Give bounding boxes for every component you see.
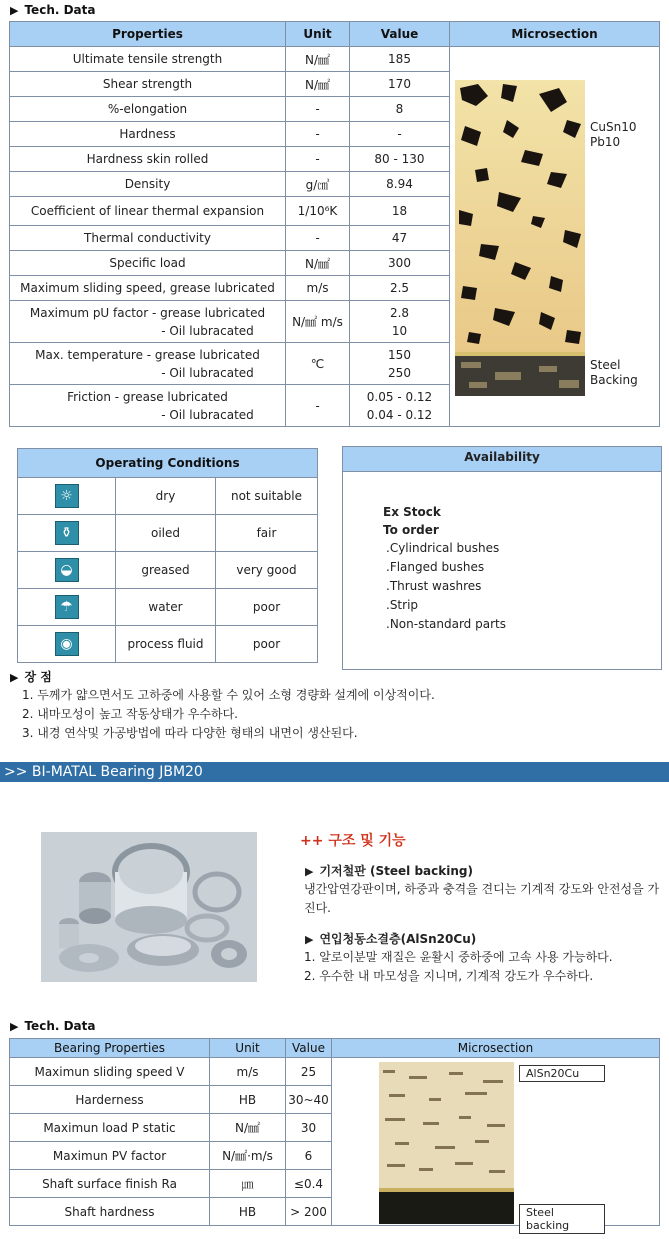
value-cell: 30~40 — [286, 1086, 332, 1114]
value-cell: > 200 — [286, 1198, 332, 1226]
header-value: Value — [286, 1039, 332, 1058]
condition-row — [18, 589, 318, 626]
value-cell: 25 — [286, 1058, 332, 1086]
property-text: %-elongation — [107, 102, 188, 116]
property-text: Thermal conductivity — [84, 231, 211, 245]
tech-data-heading-2: ▶ Tech. Data — [10, 1019, 96, 1033]
value-cell — [350, 197, 450, 226]
condition-row — [18, 515, 318, 552]
availability-title: Availability — [343, 447, 661, 472]
unit-cell: N/㎟ — [286, 251, 350, 276]
structure-title: ++ 구조 및 기능 — [300, 833, 406, 849]
value-cell — [350, 226, 450, 251]
property-cell — [10, 226, 286, 251]
header-properties: Properties — [10, 22, 286, 47]
microsection-label-bottom: Steel Backing — [590, 358, 638, 387]
property-text: Hardness — [119, 127, 176, 141]
value-text: 250 — [388, 365, 411, 380]
header-unit: Unit — [210, 1039, 286, 1058]
condition-name: greased — [116, 552, 216, 589]
value-cell — [350, 276, 450, 301]
unit-cell: 1/10⁶K — [286, 197, 350, 226]
property-cell — [10, 147, 286, 172]
property-text: Density — [124, 177, 171, 191]
grease-pot-icon: ◒ — [55, 558, 79, 582]
unit-cell: N/㎟ — [286, 47, 350, 72]
value-text: 2.5 — [389, 281, 410, 295]
value-text: 0.04 - 0.12 — [366, 407, 433, 422]
condition-rating: very good — [216, 552, 318, 589]
value-text: 150 — [388, 347, 411, 362]
microsection-label-top: CuSn10 Pb10 — [590, 120, 637, 149]
property-text: - Oil lubracated — [161, 365, 254, 380]
unit-cell: HB — [210, 1198, 286, 1226]
structure-list2 — [304, 948, 613, 986]
value-text: 8.94 — [386, 177, 413, 191]
value-text: 2.8 — [389, 305, 410, 320]
property-text: Maximum sliding speed, grease lubricated — [20, 281, 275, 295]
property-cell — [10, 172, 286, 197]
availability-box — [342, 446, 662, 670]
value-text: 0.05 - 0.12 — [366, 389, 433, 404]
condition-rating: not suitable — [216, 478, 318, 515]
unit-cell: - — [286, 226, 350, 251]
header-microsection: Microsection — [332, 1039, 660, 1058]
property-cell: Maximun PV factor — [10, 1142, 210, 1170]
value-cell — [350, 122, 450, 147]
property-text: Friction - grease lubricated — [67, 389, 228, 404]
value-text: 80 - 130 — [374, 152, 425, 166]
tech-data-heading: ▶ Tech. Data — [10, 3, 96, 17]
unit-cell: N/㎟ — [210, 1114, 286, 1142]
unit-cell: HB — [210, 1086, 286, 1114]
fluid-drop-icon: ◉ — [55, 632, 79, 656]
availability-ex-stock: Ex Stock — [383, 505, 441, 519]
availability-to-order: To order — [383, 523, 439, 537]
property-text: Ultimate tensile strength — [72, 52, 223, 66]
property-cell — [10, 47, 286, 72]
value-text: 185 — [388, 52, 411, 66]
unit-cell: N/㎟ m/s — [286, 301, 350, 343]
advantages-heading: ▶ 장 점 — [10, 670, 52, 684]
product-banner: >> BI-MATAL Bearing JBM20 — [0, 762, 669, 782]
value-text: 8 — [395, 102, 404, 116]
property-text: Shear strength — [102, 77, 193, 91]
advantage-item: 1. 두께가 얇으면서도 고하중에 사용할 수 있어 소형 경량화 설계에 이상적이다. — [22, 688, 435, 702]
property-text: - Oil lubracated — [161, 323, 254, 338]
availability-item: .Thrust washres — [386, 579, 482, 593]
availability-item: .Flanged bushes — [386, 560, 485, 574]
condition-row — [18, 478, 318, 515]
table-row — [10, 47, 660, 72]
value-cell — [350, 147, 450, 172]
value-cell — [350, 251, 450, 276]
advantage-item: 3. 내경 연삭및 가공방법에 따라 다양한 형태의 내면이 생산된다. — [22, 726, 358, 740]
advantages-list — [22, 686, 435, 743]
triangle-bullet-icon: ▶ — [305, 933, 314, 946]
header-unit: Unit — [286, 22, 350, 47]
property-cell — [10, 251, 286, 276]
property-cell: Maximun load P static — [10, 1114, 210, 1142]
structure-text1: 냉간압연강판이며, 하중과 충격을 견디는 기계적 강도와 안전성을 가진다. — [304, 882, 660, 915]
condition-rating: fair — [216, 515, 318, 552]
unit-cell: N/㎟·m/s — [210, 1142, 286, 1170]
microsection-label-top-2: AlSn20Cu — [519, 1065, 605, 1082]
advantage-item: 2. 내마모성이 높고 작동상태가 우수하다. — [22, 707, 238, 721]
condition-icon-cell — [18, 552, 116, 589]
unit-cell: g/㎤ — [286, 172, 350, 197]
property-text: Coefficient of linear thermal expansion — [30, 204, 265, 218]
unit-cell: m/s — [210, 1058, 286, 1086]
triangle-bullet-icon: ▶ — [10, 4, 19, 17]
unit-cell: - — [286, 147, 350, 172]
structure-sub1: ▶ 기저철판 (Steel backing) — [305, 864, 473, 878]
header-bearing-properties: Bearing Properties — [10, 1039, 210, 1058]
property-cell — [10, 343, 286, 385]
watering-can-icon: ☂ — [55, 595, 79, 619]
triangle-bullet-icon: ▶ — [10, 671, 19, 684]
header-value: Value — [350, 22, 450, 47]
unit-cell: - — [286, 97, 350, 122]
property-text: Hardness skin rolled — [86, 152, 209, 166]
property-cell — [10, 197, 286, 226]
property-cell — [10, 385, 286, 427]
property-cell — [10, 122, 286, 147]
availability-item: .Cylindrical bushes — [386, 541, 500, 555]
microsection-cusn10-image — [455, 80, 585, 396]
condition-icon-cell — [18, 478, 116, 515]
oil-can-icon: ⚱ — [55, 521, 79, 545]
condition-icon-cell — [18, 589, 116, 626]
availability-item: .Strip — [386, 598, 419, 612]
value-text: 10 — [391, 323, 408, 338]
value-text: 170 — [388, 77, 411, 91]
value-cell — [350, 343, 450, 385]
operating-conditions-table — [17, 448, 318, 663]
property-cell — [10, 301, 286, 343]
value-cell — [350, 385, 450, 427]
value-text: - — [397, 127, 402, 141]
condition-name: process fluid — [116, 626, 216, 663]
operating-conditions-title: Operating Conditions — [18, 449, 318, 478]
property-text: - Oil lubracated — [161, 407, 254, 422]
value-cell — [350, 97, 450, 122]
triangle-bullet-icon: ▶ — [305, 865, 314, 878]
unit-cell: m/s — [286, 276, 350, 301]
value-text: 47 — [391, 231, 408, 245]
value-cell — [350, 47, 450, 72]
microsection-label-bottom-2: Steel backing — [519, 1204, 605, 1234]
triangle-bullet-icon: ▶ — [10, 1020, 19, 1033]
value-cell — [350, 72, 450, 97]
bearing-product-photo — [41, 832, 257, 982]
unit-cell: - — [286, 122, 350, 147]
unit-cell: ㎛ — [210, 1170, 286, 1198]
condition-name: dry — [116, 478, 216, 515]
value-cell: ≤0.4 — [286, 1170, 332, 1198]
availability-list — [386, 539, 506, 634]
property-cell: Shaft surface finish Ra — [10, 1170, 210, 1198]
property-text: Maximum pU factor - grease lubricated — [29, 305, 266, 320]
condition-row — [18, 552, 318, 589]
property-cell — [10, 72, 286, 97]
structure-item: 2. 우수한 내 마모성을 지니며, 기계적 강도가 우수하다. — [304, 969, 594, 983]
property-cell: Shaft hardness — [10, 1198, 210, 1226]
property-cell — [10, 276, 286, 301]
condition-icon-cell — [18, 515, 116, 552]
value-text: 18 — [391, 204, 408, 218]
unit-cell: N/㎟ — [286, 72, 350, 97]
availability-item: .Non-standard parts — [386, 617, 506, 631]
structure-sub2: ▶ 연입청동소결층(AlSn20Cu) — [305, 932, 477, 946]
condition-name: oiled — [116, 515, 216, 552]
condition-name: water — [116, 589, 216, 626]
sun-gear-icon: ☼ — [55, 484, 79, 508]
value-cell — [350, 301, 450, 343]
structure-item: 1. 알로이분말 재질은 윤활시 중하중에 고속 사용 가능하다. — [304, 950, 613, 964]
value-cell: 6 — [286, 1142, 332, 1170]
condition-rating: poor — [216, 589, 318, 626]
property-text: Specific load — [109, 256, 186, 270]
value-cell — [350, 172, 450, 197]
property-cell — [10, 97, 286, 122]
condition-row — [18, 626, 318, 663]
header-microsection: Microsection — [450, 22, 660, 47]
property-text: Max. temperature - grease lubricated — [35, 347, 260, 362]
microsection-alsn20cu-image — [379, 1062, 514, 1224]
property-cell: Maximun sliding speed V — [10, 1058, 210, 1086]
value-text: 300 — [388, 256, 411, 270]
condition-icon-cell — [18, 626, 116, 663]
property-cell: Harderness — [10, 1086, 210, 1114]
unit-cell: - — [286, 385, 350, 427]
condition-rating: poor — [216, 626, 318, 663]
value-cell: 30 — [286, 1114, 332, 1142]
unit-cell: ℃ — [286, 343, 350, 385]
